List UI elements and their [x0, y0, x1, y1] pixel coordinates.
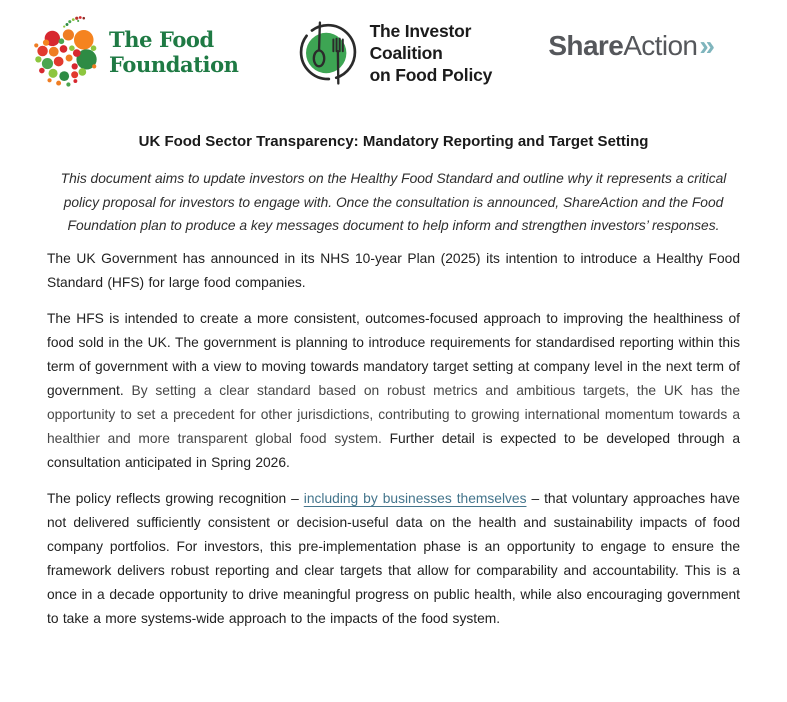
- intro-paragraph: This document aims to update investors on the Healthy Food Standard and outline why it represents a critical policy proposal for investors to engage with. Once the consultation is announced, ShareAction and the Food Foundation plan to produce a key messages document to help inform and strengthen investors’ responses.: [60, 171, 727, 233]
- para2-black-segment-1: The HFS is intended to create a more consistent, outcomes-focused approach to improving the healthiness of food sold in the UK. The government is planning to introduce requirements for standardised reporting within this term of government with a view to moving towards mandatory target setting at company level in the next term of government.: [47, 310, 740, 398]
- investor-coalition-logo: [293, 16, 549, 90]
- paragraph-policy-recognition: [47, 487, 740, 631]
- food-foundation-wordmark-line2: Foundation: [109, 52, 239, 77]
- document-title: UK Food Sector Transparency: Mandatory Reporting and Target Setting: [138, 133, 649, 150]
- para3-segment-before-link: The policy reflects growing recognition –: [47, 490, 304, 506]
- paragraph-hfs-detail: [47, 307, 740, 475]
- logo-header: [0, 0, 787, 92]
- food-foundation-logo: [32, 14, 239, 88]
- food-foundation-wordmark-line1: The Food: [109, 27, 214, 52]
- shareaction-wordmark-regular: Action: [623, 30, 698, 61]
- investor-coalition-wordmark-line1: The Investor Coalition: [369, 21, 472, 63]
- investor-coalition-wordmark-line2: on Food Policy: [369, 65, 493, 85]
- food-foundation-apple-icon: [32, 14, 102, 88]
- para3-segment-after-link: – that voluntary approaches have not delivered sufficiently consistent or decision-useful data on the health and sustainability impacts of food company portfolios. For investors, this pre-implementation phase is an opportunity to engage to ensure the framework delivers robust reporting and clear targets that allow for comparability and accountability. This is a once in a decade opportunity to drive meaningful progress on public health, while also encouraging government to take a more systems-wide approach to the impacts of the food system.: [47, 490, 740, 626]
- businesses-themselves-link[interactable]: including by businesses themselves: [303, 490, 527, 506]
- investor-coalition-cutlery-icon: [293, 16, 363, 90]
- para2-gray-segment: By setting a clear standard based on robust metrics and ambitious targets, the UK has the opportunity to set a precedent for other jurisdictions, contributing to growing international momentum towards a healthier and more transparent global food system.: [47, 382, 741, 446]
- shareaction-chevrons-icon: »: [699, 30, 713, 61]
- investor-coalition-wordmark: [370, 20, 549, 86]
- para2-black-segment-2: Further detail is expected to be developed through a consultation anticipated in Spring 2026.: [47, 430, 740, 470]
- food-foundation-wordmark: [109, 27, 239, 77]
- shareaction-wordmark-bold: Share: [548, 30, 624, 61]
- paragraph-announcement: The UK Government has announced in its NHS 10-year Plan (2025) its intention to introduce a Healthy Food Standard (HFS) for large food companies.: [47, 250, 740, 290]
- document-content: [0, 132, 787, 631]
- shareaction-logo: [548, 30, 713, 62]
